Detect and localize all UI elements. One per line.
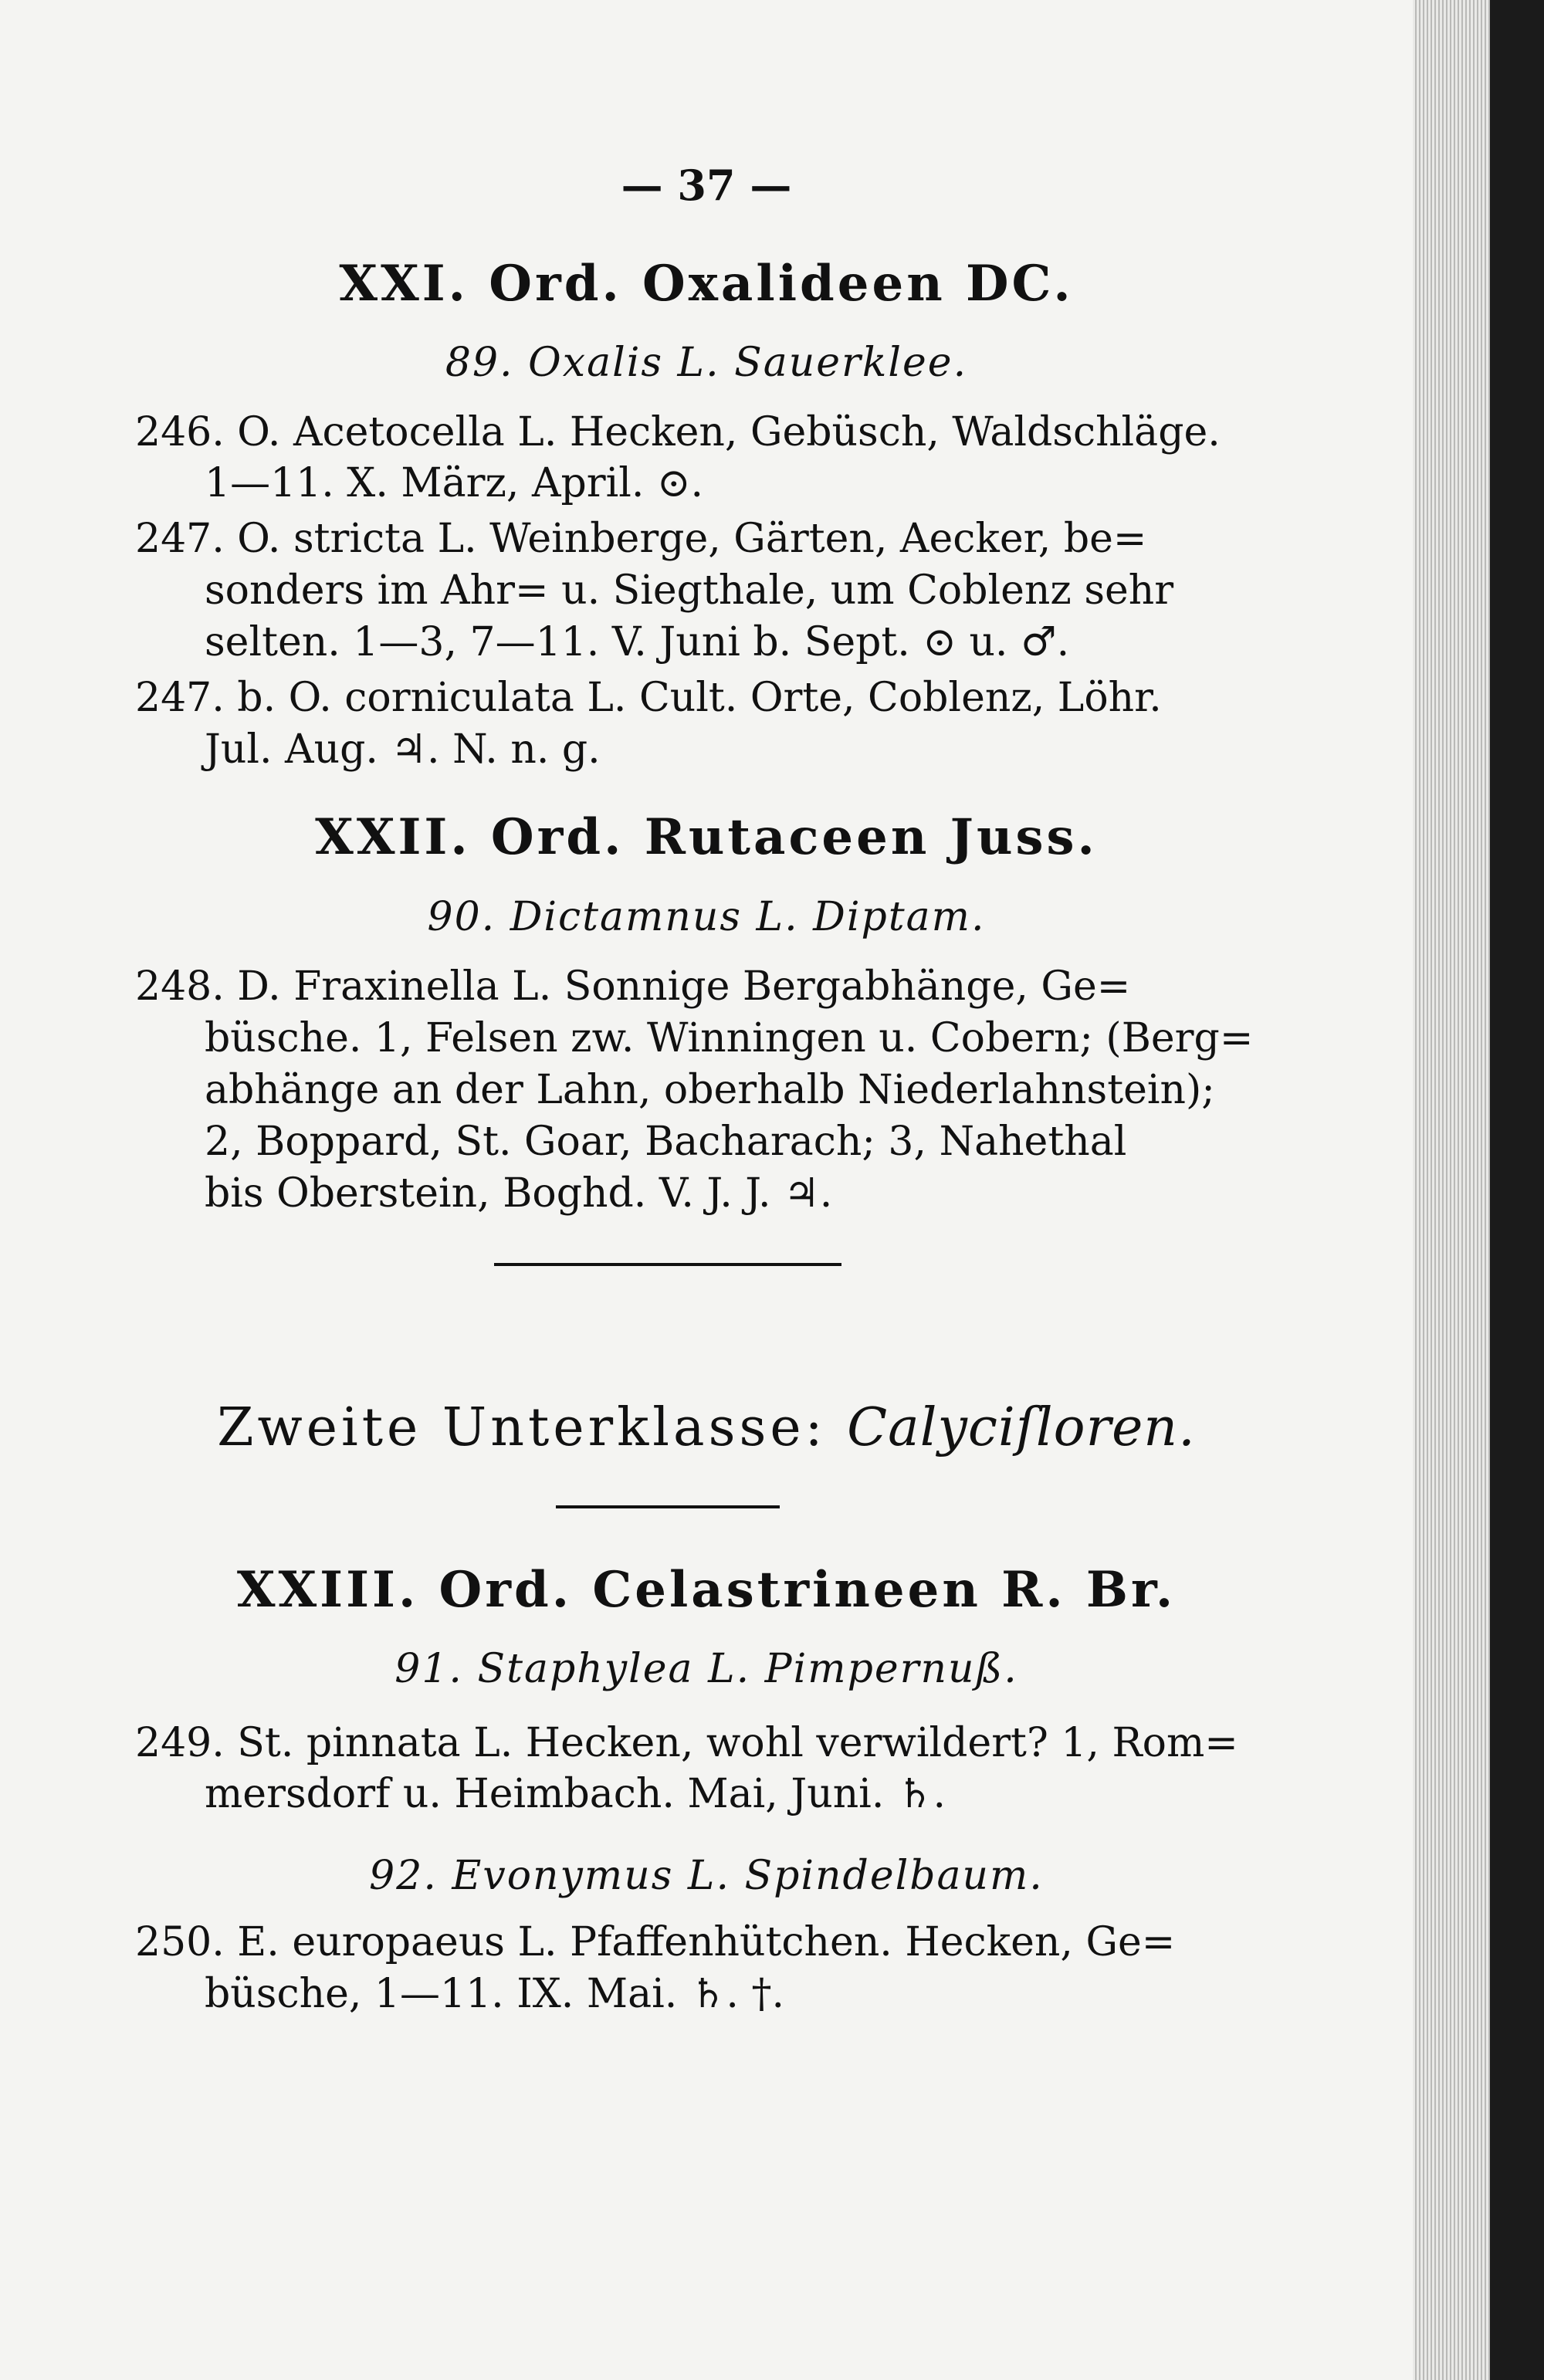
entry-248-line-1: 248. D. Fraxinella L. Sonnige Bergabhänge, Ge=: [135, 963, 1131, 1010]
entry-247-line-2: sonders im Ahr= u. Siegthale, um Coblenz sehr: [205, 567, 1174, 614]
entry-248-line-3: abhänge an der Lahn, oberhalb Niederlahnstein);: [205, 1067, 1215, 1113]
entry-249-line-1: 249. St. pinnata L. Hecken, wohl verwildert? 1, Rom=: [135, 1720, 1238, 1766]
entry-250-line-1: 250. E. europaeus L. Pfaffenhütchen. Hecken, Ge=: [135, 1919, 1176, 1965]
genus-heading-89: 89. Oxalis L. Sauerklee.: [445, 340, 968, 386]
entry-248-line-4: 2, Boppard, St. Goar, Bacharach; 3, Nahethal: [205, 1119, 1127, 1165]
entry-247-line-1: 247. O. stricta L. Weinberge, Gärten, Aecker, be=: [135, 516, 1147, 562]
section-heading-xxiii: XXIII. Ord. Celastrineen R. Br.: [236, 1561, 1177, 1619]
entry-246-line-2: 1—11. X. März, April. ⊙.: [205, 460, 704, 506]
genus-heading-92: 92. Evonymus L. Spindelbaum.: [369, 1853, 1044, 1899]
subclass-name: Calyciſloren.: [847, 1397, 1196, 1458]
entry-246-line-1: 246. O. Acetocella L. Hecken, Gebüsch, Waldschläge.: [135, 409, 1221, 455]
page-number: — 37 —: [621, 161, 792, 210]
section-divider-rule: [494, 1263, 841, 1266]
entry-247-line-3: selten. 1—3, 7—11. V. Juni b. Sept. ⊙ u. ♂.: [205, 619, 1070, 665]
book-cover-edge: [1490, 0, 1544, 2380]
subclass-heading: [0, 1397, 1413, 1458]
section-heading-xxii: XXII. Ord. Rutaceen Juss.: [315, 808, 1098, 866]
subclass-divider-rule: [556, 1505, 780, 1508]
section-heading-xxi: XXI. Ord. Oxalideen DC.: [339, 255, 1074, 313]
entry-247b-line-1: 247. b. O. corniculata L. Cult. Orte, Coblenz, Löhr.: [135, 675, 1162, 721]
book-page-edges: [1413, 0, 1490, 2380]
entry-249-line-2: mersdorf u. Heimbach. Mai, Juni. ♄.: [205, 1771, 946, 1817]
entry-248-line-5: bis Oberstein, Boghd. V. J. J. ♃.: [205, 1170, 833, 1217]
entry-250-line-2: büsche, 1—11. IX. Mai. ♄. †.: [205, 1971, 784, 2017]
entry-247b-line-2: Jul. Aug. ♃. N. n. g.: [205, 726, 601, 773]
subclass-label: Zweite Unterklasse:: [217, 1397, 827, 1458]
genus-heading-91: 91. Staphylea L. Pimpernuß.: [394, 1646, 1018, 1692]
entry-248-line-2: büsche. 1, Felsen zw. Winningen u. Cobern; (Berg=: [205, 1015, 1254, 1061]
genus-heading-90: 90. Dictamnus L. Diptam.: [427, 894, 986, 940]
